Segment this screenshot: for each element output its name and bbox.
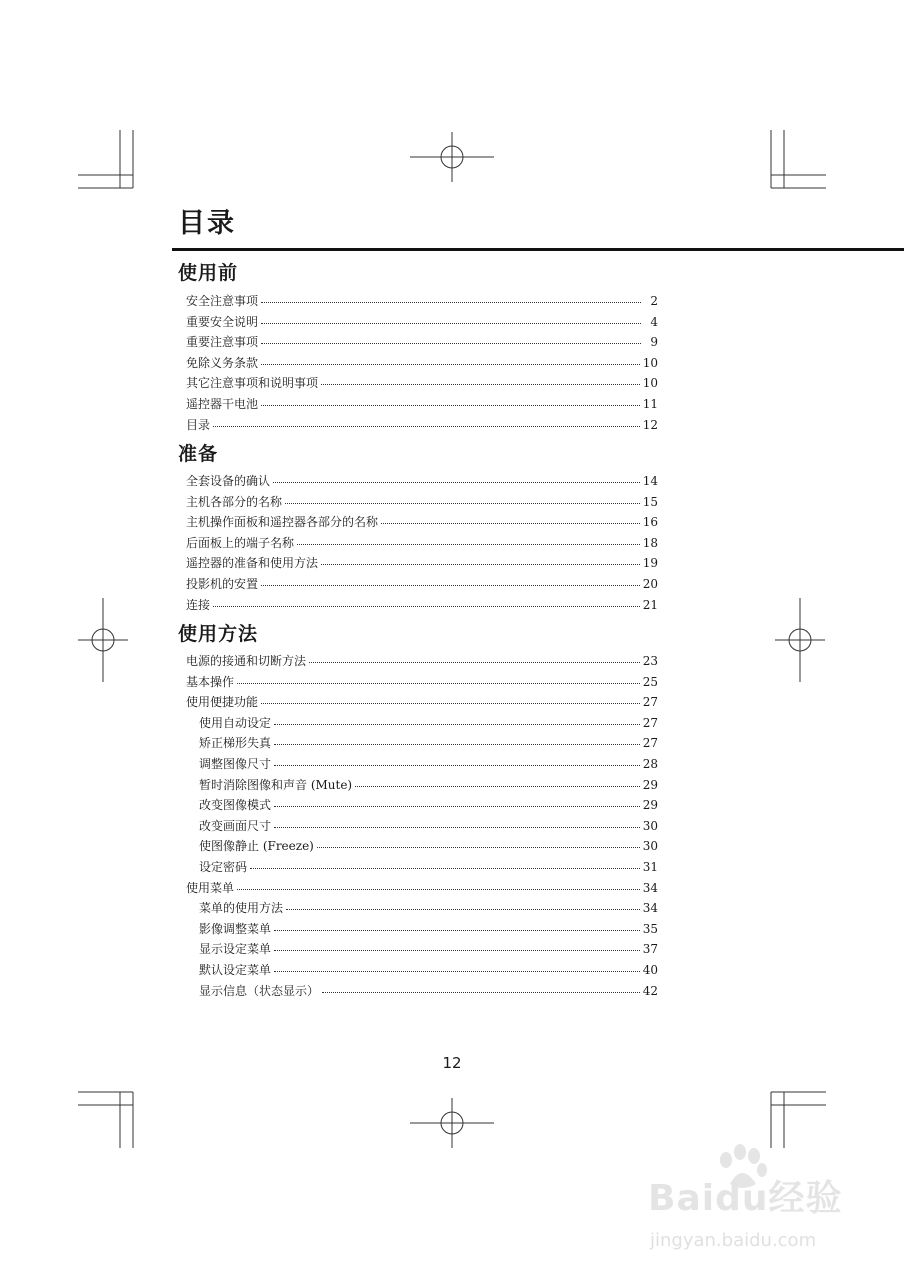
toc-entry[interactable] <box>186 415 658 436</box>
toc-entry-label: 改变图像模式 <box>199 798 272 813</box>
toc-list-usage <box>186 651 658 1001</box>
toc-entry-label: 安全注意事项 <box>186 294 259 308</box>
dot-leader <box>274 720 640 725</box>
toc-subentry[interactable] <box>186 836 658 857</box>
toc-entry-page: 21 <box>642 597 658 612</box>
dot-leader <box>250 864 640 869</box>
dot-leader <box>261 319 641 324</box>
toc-entry-page: 27 <box>642 695 658 710</box>
toc-entry-label: 矫正梯形失真 <box>199 736 272 751</box>
toc-list-preparation <box>186 471 658 615</box>
toc-entry-label: 使用菜单 <box>186 880 235 895</box>
toc-entry-page: 19 <box>642 556 658 571</box>
toc-entry-label: 暂时消除图像和声音 (Mute) <box>199 777 353 792</box>
toc-entry[interactable] <box>186 574 658 595</box>
toc-entry-label: 显示设定菜单 <box>199 942 272 957</box>
dot-leader <box>261 581 640 586</box>
toc-entry-label: 使用便捷功能 <box>186 695 259 710</box>
dot-leader <box>381 519 640 524</box>
toc-entry-label: 设定密码 <box>199 859 248 874</box>
toc-entry-label: 默认设定菜单 <box>199 962 272 977</box>
dot-leader <box>274 740 640 745</box>
toc-entry[interactable] <box>186 512 658 533</box>
toc-subentry[interactable] <box>186 733 658 754</box>
watermark-brand: Baidu经验 <box>648 1178 843 1219</box>
dot-leader <box>309 658 640 663</box>
toc-entry-label: 主机各部分的名称 <box>186 494 283 509</box>
section-heading-preparation: 准备 <box>178 443 219 465</box>
toc-entry-page: 35 <box>642 921 658 936</box>
toc-entry-page: 4 <box>650 314 658 329</box>
toc-entry-page: 34 <box>642 880 658 895</box>
toc-entry-label: 重要注意事项 <box>186 335 259 350</box>
toc-entry-label: 目录 <box>186 417 211 432</box>
dot-leader <box>261 360 640 365</box>
toc-entry[interactable] <box>186 492 658 513</box>
toc-subentry[interactable] <box>186 857 658 878</box>
dot-leader <box>274 802 640 807</box>
dot-leader <box>261 401 640 406</box>
dot-leader <box>213 422 640 427</box>
toc-entry[interactable] <box>186 291 658 312</box>
toc-subentry[interactable] <box>186 919 658 940</box>
toc-entry[interactable] <box>186 672 658 693</box>
toc-entry[interactable] <box>186 373 658 394</box>
toc-subentry[interactable] <box>186 816 658 837</box>
toc-entry-page: 37 <box>642 942 658 957</box>
section-heading-usage: 使用方法 <box>178 623 259 645</box>
toc-entry[interactable] <box>186 312 658 333</box>
toc-entry-page: 31 <box>642 859 658 874</box>
toc-entry-label: 使用自动设定 <box>199 715 272 730</box>
toc-entry-label: 其它注意事项和说明事项 <box>186 376 319 391</box>
toc-entry-page: 15 <box>642 494 658 509</box>
toc-entry-page: 25 <box>642 674 658 689</box>
dot-leader <box>321 380 640 385</box>
toc-entry-page: 10 <box>642 376 658 391</box>
toc-entry-page: 27 <box>642 715 658 730</box>
toc-entry-page: 30 <box>642 818 658 833</box>
toc-entry-page: 2 <box>650 294 658 308</box>
toc-entry-page: 20 <box>642 576 658 591</box>
dot-leader <box>285 499 640 504</box>
toc-subentry[interactable] <box>186 775 658 796</box>
dot-leader <box>274 946 640 951</box>
toc-entry-label: 主机操作面板和遥控器各部分的名称 <box>186 515 379 530</box>
toc-entry-page: 34 <box>642 901 658 916</box>
toc-entry-label: 全套设备的确认 <box>186 474 271 488</box>
dot-leader <box>322 988 640 993</box>
page-number: 12 <box>442 1054 462 1072</box>
toc-entry-page: 28 <box>642 756 658 771</box>
page-title: 目录 <box>178 208 236 239</box>
dot-leader <box>274 823 640 828</box>
dot-leader <box>274 967 640 972</box>
toc-entry-label: 改变画面尺寸 <box>199 818 272 833</box>
dot-leader <box>237 679 640 684</box>
toc-entry-page: 10 <box>642 355 658 370</box>
toc-entry[interactable] <box>186 353 658 374</box>
toc-entry-page: 30 <box>642 839 658 854</box>
toc-entry-label: 基本操作 <box>186 674 235 689</box>
dot-leader <box>274 926 640 931</box>
toc-entry-label: 投影机的安置 <box>186 576 259 591</box>
section-heading-before-use: 使用前 <box>178 262 239 284</box>
toc-entry-label: 遥控器的准备和使用方法 <box>186 556 319 571</box>
toc-subentry[interactable] <box>186 960 658 981</box>
toc-entry[interactable] <box>186 471 658 492</box>
watermark-url: jingyan.baidu.com <box>650 1230 817 1251</box>
toc-entry[interactable] <box>186 533 658 554</box>
dot-leader <box>261 339 641 344</box>
toc-entry-page: 11 <box>642 396 658 411</box>
dot-leader <box>273 478 640 483</box>
toc-entry-page: 16 <box>642 515 658 530</box>
toc-entry-label: 连接 <box>186 597 211 612</box>
toc-entry-label: 显示信息（状态显示） <box>199 983 320 998</box>
toc-entry-page: 29 <box>642 798 658 813</box>
toc-entry[interactable] <box>186 394 658 415</box>
toc-entry-page: 42 <box>642 983 658 998</box>
toc-entry-label: 电源的接通和切断方法 <box>186 654 307 668</box>
toc-entry[interactable] <box>186 332 658 353</box>
dot-leader <box>237 885 640 890</box>
dot-leader <box>261 699 640 704</box>
toc-entry-label: 调整图像尺寸 <box>199 756 272 771</box>
toc-entry-page: 12 <box>642 417 658 432</box>
toc-subentry[interactable] <box>186 713 658 734</box>
dot-leader <box>274 761 640 766</box>
toc-entry-label: 菜单的使用方法 <box>199 901 284 916</box>
toc-subentry[interactable] <box>186 795 658 816</box>
toc-subentry[interactable] <box>186 939 658 960</box>
toc-entry-label: 重要安全说明 <box>186 314 259 329</box>
dot-leader <box>355 782 640 787</box>
toc-subentry[interactable] <box>186 898 658 919</box>
toc-subentry[interactable] <box>186 981 658 1002</box>
dot-leader <box>213 602 640 607</box>
baidu-watermark <box>640 1140 900 1270</box>
toc-entry[interactable] <box>186 553 658 574</box>
toc-entry-page: 27 <box>642 736 658 751</box>
toc-entry-label: 后面板上的端子名称 <box>186 535 295 550</box>
toc-entry-page: 23 <box>642 654 658 668</box>
toc-entry-page: 14 <box>642 474 658 488</box>
dot-leader <box>297 540 640 545</box>
dot-leader <box>317 843 640 848</box>
toc-entry[interactable] <box>186 692 658 713</box>
dot-leader <box>286 905 640 910</box>
toc-entry[interactable] <box>186 651 658 672</box>
toc-entry-page: 18 <box>642 535 658 550</box>
toc-list-before-use <box>186 291 658 435</box>
toc-entry-label: 使图像静止 (Freeze) <box>199 839 314 854</box>
toc-entry-label: 影像调整菜单 <box>199 921 272 936</box>
toc-subentry[interactable] <box>186 754 658 775</box>
toc-entry-label: 遥控器干电池 <box>186 396 259 411</box>
toc-entry-page: 9 <box>650 335 658 350</box>
toc-entry[interactable] <box>186 878 658 899</box>
toc-entry[interactable] <box>186 595 658 616</box>
dot-leader <box>321 560 640 565</box>
toc-entry-page: 29 <box>642 777 658 792</box>
title-rule <box>172 248 904 251</box>
toc-entry-label: 免除义务条款 <box>186 355 259 370</box>
toc-entry-page: 40 <box>642 962 658 977</box>
dot-leader <box>261 298 641 303</box>
